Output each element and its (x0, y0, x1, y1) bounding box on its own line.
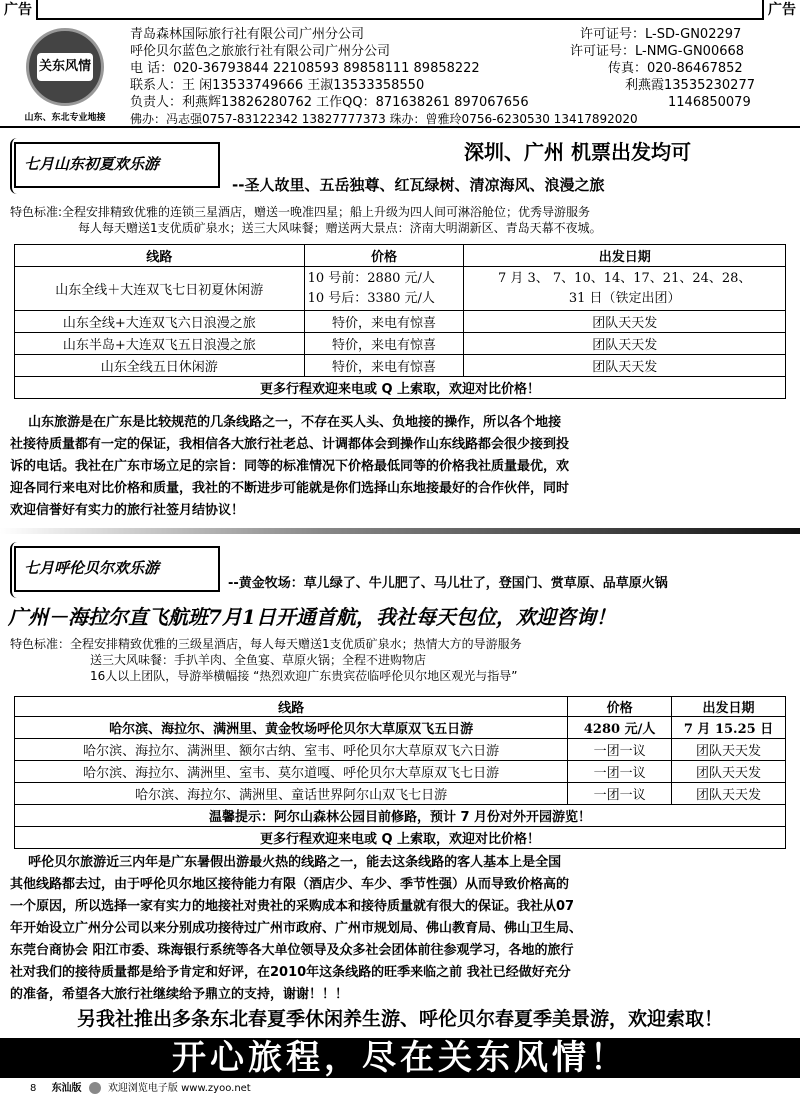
col-date: 出发日期 (672, 697, 786, 717)
ad-tag-right: 广告 (762, 0, 800, 20)
feature-line: 送三大风味餐：手扒羊肉、全鱼宴、草原火锅；全程不进购物店 (90, 653, 427, 667)
logo-tagline: 山东、东北专业地接 (24, 113, 106, 123)
price-cell: 特价，来电有惊喜 (304, 333, 464, 355)
price-cell: 一团一议 (568, 783, 672, 805)
date-cell: 团队天天发 (672, 739, 786, 761)
company-name: 呼伦贝尔蓝色之旅旅行社有限公司广州分公司 (130, 44, 391, 59)
table-row (15, 739, 786, 761)
paragraph-line: 诉的电话。我社在广东市场立足的宗旨：同等的标准情况下价格最低同等的价格我社质量最优，欢 (10, 459, 570, 474)
ad-bar (0, 0, 800, 20)
hulunbuir-route-table (14, 696, 786, 849)
table-row (15, 761, 786, 783)
paragraph-line: 山东旅游是在广东是比较规范的几条线路之一，不存在买人头、负地接的操作，所以各个地接 (10, 415, 562, 430)
edition-label: 东汕版 (51, 1083, 82, 1094)
price-cell: 特价，来电有惊喜 (304, 311, 464, 333)
table-row (15, 827, 786, 849)
hulunbuir-tag (14, 546, 220, 592)
shandong-tag (14, 142, 220, 188)
table-row (15, 333, 786, 355)
shandong-features (10, 204, 602, 236)
price-cell: 一团一议 (568, 739, 672, 761)
route-cell: 哈尔滨、海拉尔、满洲里、额尔古纳、室韦、呼伦贝尔大草原双飞六日游 (15, 739, 568, 761)
table-row (15, 783, 786, 805)
shandong-paragraph (10, 412, 790, 522)
fax-number: 传真：020-86467852 (608, 61, 743, 76)
shandong-tag-text: 七月山东初夏欢乐游 (24, 155, 160, 173)
price-cell: 特价，来电有惊喜 (304, 355, 464, 377)
license-number: 许可证号：L-SD-GN02297 (580, 27, 742, 42)
date-cell: 团队天天发 (672, 761, 786, 783)
contact-person: 利燕霞13535230277 (625, 78, 755, 93)
col-date: 出发日期 (464, 245, 786, 267)
paragraph-line: 迎各同行来电对比价格和质量，我社的不断进步可能就是你们选择山东地接最好的合作伙伴，同时 (10, 481, 570, 496)
scroll-curl-icon (10, 138, 24, 194)
date-cell: 团队天天发 (464, 311, 786, 333)
date-line: 31 日（铁定出团） (568, 290, 681, 306)
table-row (15, 717, 786, 739)
price-cell: 4280 元/人 (568, 717, 672, 739)
table-row (15, 311, 786, 333)
table-row (15, 805, 786, 827)
more-itineraries-note: 更多行程欢迎来电或 Q 上索取，欢迎对比价格！ (15, 827, 786, 849)
header (0, 22, 800, 128)
slogan-banner: 开心旅程，尽在关东风情！ (0, 1038, 800, 1078)
feature-line: 特色标准：全程安排精致优雅的三级星酒店，每人每天赠送1支优质矿泉水；热情大方的导游服务 (10, 637, 522, 651)
table-header-row (15, 245, 786, 267)
scroll-curl-icon (10, 542, 24, 598)
price-line: 10 号前：2880 元/人 (307, 270, 435, 286)
price-cell: 一团一议 (568, 761, 672, 783)
paragraph-line: 社接待质量都有一定的保证，我相信各大旅行社老总、计调都体会到操作山东线路都会很少接到投 (10, 437, 570, 452)
feature-line: 特色标准:全程安排精致优雅的连锁三星酒店，赠送一晚准四星；船上升级为四人间可淋浴舱位；优秀导游服务 (10, 205, 591, 219)
ad-tag-left: 广告 (0, 0, 38, 20)
paragraph-line: 社对我们的接待质量都是给予肯定和好评，在2010年这条线路的旺季来临之前 我社已经做好充分 (10, 965, 571, 980)
date-cell: 团队天天发 (464, 355, 786, 377)
paragraph-line: 年开始设立广州分公司以来分别成功接待过广州市政府、广州市规划局、佛山教育局、佛山卫生局、 (10, 921, 583, 936)
paragraph-line: 一个原因，所以选择一家有实力的地接社对贵社的采购成本和接待质量就有很大的保证。我社从07 (10, 899, 575, 914)
date-cell (464, 267, 786, 311)
route-cell: 山东全线+大连双飞六日浪漫之旅 (15, 311, 305, 333)
company-name: 青岛森林国际旅行社有限公司广州分公司 (130, 27, 365, 42)
paragraph-line: 呼伦贝尔旅游近三内年是广东暑假出游最火热的线路之一，能去这条线路的客人基本上是全国 (10, 855, 562, 870)
table-row (15, 377, 786, 399)
hulunbuir-paragraph (10, 852, 790, 1006)
hulunbuir-tag-text: 七月呼伦贝尔欢乐游 (24, 559, 160, 577)
qq-number: 1146850079 (668, 95, 751, 110)
paragraph-line: 欢迎信誉好有实力的旅行社签月结协议！ (10, 503, 245, 518)
phone-numbers: 电 话：020-36793844 22108593 89858111 89858222 (130, 61, 480, 76)
route-cell: 哈尔滨、海拉尔、满洲里、黄金牧场呼伦贝尔大草原双飞五日游 (15, 717, 568, 739)
table-row (15, 267, 786, 311)
flight-headline: 广州－海拉尔直飞航班7月1日开通首航，我社每天包位，欢迎咨询！ (8, 605, 616, 629)
route-cell: 哈尔滨、海拉尔、满洲里、童话世界阿尔山双飞七日游 (15, 783, 568, 805)
col-route: 线路 (15, 245, 305, 267)
table-header-row (15, 697, 786, 717)
date-line: 7 月 3、 7、10、14、17、21、24、28、 (497, 270, 752, 286)
logo (10, 28, 120, 124)
section-divider (0, 528, 800, 534)
logo-emblem-icon (26, 28, 104, 106)
date-cell: 团队天天发 (464, 333, 786, 355)
feature-line: 每人每天赠送1支优质矿泉水；送三大风味餐；赠送两大景点：济南大明湖新区、青岛天幕不夜城。 (78, 221, 602, 235)
route-cell: 山东半岛+大连双飞五日浪漫之旅 (15, 333, 305, 355)
shandong-slogan: --圣人故里、五岳独尊、红瓦绿树、清凉海风、浪漫之旅 (232, 176, 605, 194)
paragraph-line: 东莞台商协会 阳江市委、珠海银行系统等各大单位领导及众多社会团体前往参观学习，各地的旅行 (10, 943, 574, 958)
page-number: 8 (30, 1083, 37, 1094)
promo-line: 另我社推出多条东北春夏季休闲养生游、呼伦贝尔春夏季美景游，欢迎索取！ (76, 1008, 723, 1030)
price-cell (304, 267, 464, 311)
feature-line: 16人以上团队，导游举横幅接 “热烈欢迎广东贵宾莅临呼伦贝尔地区观光与指导” (90, 669, 518, 683)
tip-note: 温馨提示：阿尔山森林公园目前修路，预计 7 月份对外开园游览！ (15, 805, 786, 827)
hulunbuir-slogan: --黄金牧场：草儿绿了、牛儿肥了、马儿壮了，登国门、赏草原、品草原火锅 (228, 576, 668, 591)
table-row (15, 355, 786, 377)
route-cell: 哈尔滨、海拉尔、满洲里、室韦、莫尔道嘎、呼伦贝尔大草原双飞七日游 (15, 761, 568, 783)
logo-name: 关东风情 (37, 53, 93, 81)
col-price: 价格 (568, 697, 672, 717)
contact-persons: 联系人：王 闲13533749666 王淑13533358550 (130, 78, 425, 93)
date-cell: 团队天天发 (672, 783, 786, 805)
route-cell: 山东全线＋大连双飞七日初夏休闲游 (15, 267, 305, 311)
col-price: 价格 (304, 245, 464, 267)
price-line: 10 号后：3380 元/人 (307, 290, 435, 306)
route-cell: 山东全线五日休闲游 (15, 355, 305, 377)
shandong-route-table (14, 244, 786, 399)
date-cell: 7 月 15.25 日 (672, 717, 786, 739)
paragraph-line: 其他线路都去过，由于呼伦贝尔地区接待能力有限（酒店少、车少、季节性强）从而导致价格高的 (10, 877, 570, 892)
manager-qq: 负责人：利燕辉13826280762 工作QQ：871638261 897067656 (130, 95, 529, 110)
col-route: 线路 (15, 697, 568, 717)
branch-offices: 佛办：冯志强0757-83122342 13827777373 珠办：曾雅玲0756-6230530 13417892020 (130, 112, 638, 126)
license-number: 许可证号：L-NMG-GN00668 (570, 44, 745, 59)
flight-note: 深圳、广州 机票出发均可 (464, 140, 691, 164)
website-note: 欢迎浏览电子版 www.zyoo.net (107, 1083, 251, 1094)
site-logo-icon (89, 1082, 101, 1094)
paragraph-line: 的准备，希望各大旅行社继续给予鼎立的支持，谢谢！！！ (10, 987, 349, 1002)
more-itineraries-note: 更多行程欢迎来电或 Q 上索取，欢迎对比价格！ (15, 377, 786, 399)
page-footer (30, 1082, 251, 1096)
hulunbuir-features (10, 636, 522, 684)
